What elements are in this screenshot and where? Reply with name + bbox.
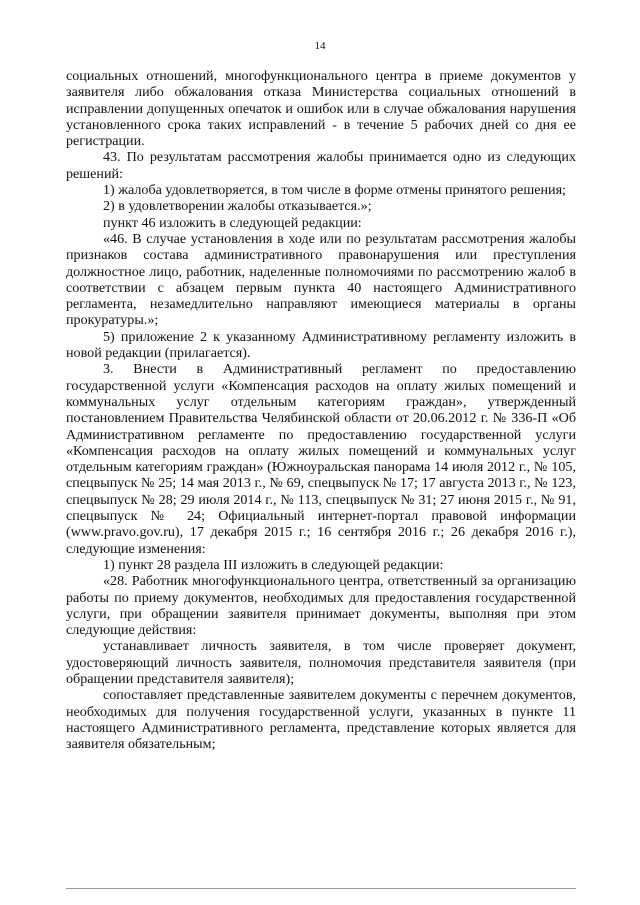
document-body xyxy=(66,68,576,752)
bottom-divider xyxy=(66,888,576,889)
paragraph: социальных отношений, многофункционального центра в приеме документов у заявителя либо обжалования отказа Министерства социальных отношений в исправлении допущенных опечаток и ошибок или в случае обжалования нарушения установленного срока таких исправлений - в течение 5 рабочих дней со дня ее регистрации. xyxy=(66,68,576,150)
paragraph: «46. В случае установления в ходе или по результатам рассмотрения жалобы признаков состава административного правонарушения или преступления должностное лицо, работник, наделенные полномочиями по рассмотрению жалоб в соответствии с абзацем первым пункта 40 настоящего Административного регламента, незамедлительно направляют имеющиеся материалы в органы прокуратуры.»; xyxy=(66,230,576,329)
paragraph: «28. Работник многофункционального центра, ответственный за организацию работы по приему документов, необходимых для предоставления государственной услуги, при обращении заявителя принимает документы, выполняя при этом следующие действия: xyxy=(66,573,576,639)
paragraph: 43. По результатам рассмотрения жалобы принимается одно из следующих решений: xyxy=(66,149,576,182)
paragraph: 2) в удовлетворении жалобы отказывается.»; xyxy=(103,198,372,215)
paragraph: 1) жалоба удовлетворяется, в том числе в форме отмены принятого решения; xyxy=(103,182,566,199)
page-number: 14 xyxy=(314,40,326,52)
paragraph: 5) приложение 2 к указанному Административному регламенту изложить в новой редакции (прилагается). xyxy=(66,328,576,362)
paragraph: 1) пункт 28 раздела III изложить в следующей редакции: xyxy=(103,556,444,573)
paragraph: устанавливает личность заявителя, в том числе проверяет документ, удостоверяющий личность заявителя, полномочия представителя заявителя (при обращении представителя заявителя); xyxy=(66,638,576,687)
paragraph: сопоставляет представленные заявителем документы с перечнем документов, необходимых для получения государственной услуги, указанных в пункте 11 настоящего Административного регламента, представление которых является для заявителя обязательным; xyxy=(66,687,576,753)
paragraph: 3. Внести в Административный регламент по предоставлению государственной услуги «Компенсация расходов на оплату жилых помещений и коммунальных услуг отдельным категориям граждан», утвержденный постановлением Правительства Челябинской области от 20.06.2012 г. № 336-П «Об Административном регламенте по предоставлению государственной услуги «Компенсация расходов на оплату жилых помещений и коммунальных услуг отдельным категориям граждан» (Южноуральская панорама 14 июля 2012 г., № 105, спецвыпуск № 25; 14 мая 2013 г., № 69, спецвыпуск № 17; 17 августа 2013 г., № 123, спецвыпуск № 28; 29 июля 2014 г., № 113, спецвыпуск № 31; 27 июня 2015 г., № 91, спецвыпуск № 24; Официальный интернет-портал правовой информации (www.pravo.gov.ru), 17 декабря 2015 г.; 16 сентября 2016 г.; 26 декабря 2016 г.), следующие изменения: xyxy=(66,361,576,557)
paragraph: пункт 46 изложить в следующей редакции: xyxy=(103,214,362,231)
